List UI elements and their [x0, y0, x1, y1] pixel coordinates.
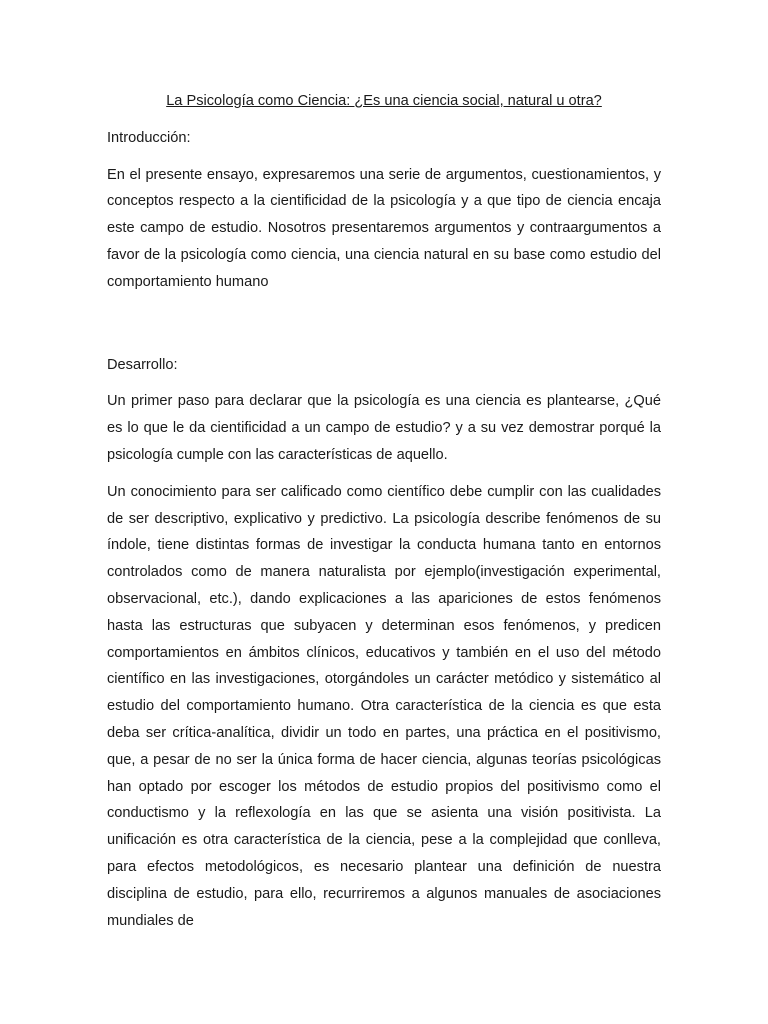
development-paragraph-1: Un primer paso para declarar que la psicología es una ciencia es plantearse, ¿Qué es lo que le da cientificidad a un campo de estudio? y a su vez demostrar porqué la psicología cumple con las características de aquello.	[107, 393, 661, 463]
intro-paragraph: En el presente ensayo, expresaremos una serie de argumentos, cuestionamientos, y conceptos respecto a la cientificidad de la psicología y a que tipo de ciencia encaja este campo de estudio. Nosotros presentaremos argumentos y contraargumentos a favor de la psicología como ciencia, una ciencia natural en su base como estudio del comportamiento humano	[107, 166, 661, 290]
intro-heading: Introducción:	[107, 129, 191, 146]
document-title: La Psicología como Ciencia: ¿Es una ciencia social, natural u otra?	[166, 93, 602, 109]
section-spacer	[107, 306, 661, 352]
document-page	[107, 88, 661, 944]
development-heading: Desarrollo:	[107, 356, 178, 373]
development-paragraph-2: Un conocimiento para ser calificado como científico debe cumplir con las cualidades de ser descriptivo, explicativo y predictivo. La psicología describe fenómenos de su índole, tiene distintas formas de investigar la conducta humana tanto en entornos controlados como de manera naturalista por ejemplo(investigación experimental, observacional, etc.), dando explicaciones a las apariciones de estos fenómenos hasta las estructuras que subyacen y determinan esos fenómenos, y predicen comportamientos en ámbitos clínicos, educativos y también en el uso del método científico en las investigaciones, otorgándoles un carácter metódico y sistemático al estudio del comportamiento humano. Otra característica de la ciencia es que esta deba ser crítica-analítica, dividir un todo en partes, una práctica en el positivismo, que, a pesar de no ser la única forma de hacer ciencia, algunas teorías psicológicas han optado por escoger los métodos de estudio propios del positivismo como el conductismo y la reflexología en las que se asienta una visión positivista. La unificación es otra característica de la ciencia, pese a la complejidad que conlleva, para efectos metodológicos, es necesario plantear una definición de nuestra disciplina de estudio, para ello, recurriremos a algunos manuales de asociaciones mundiales de	[107, 483, 661, 929]
